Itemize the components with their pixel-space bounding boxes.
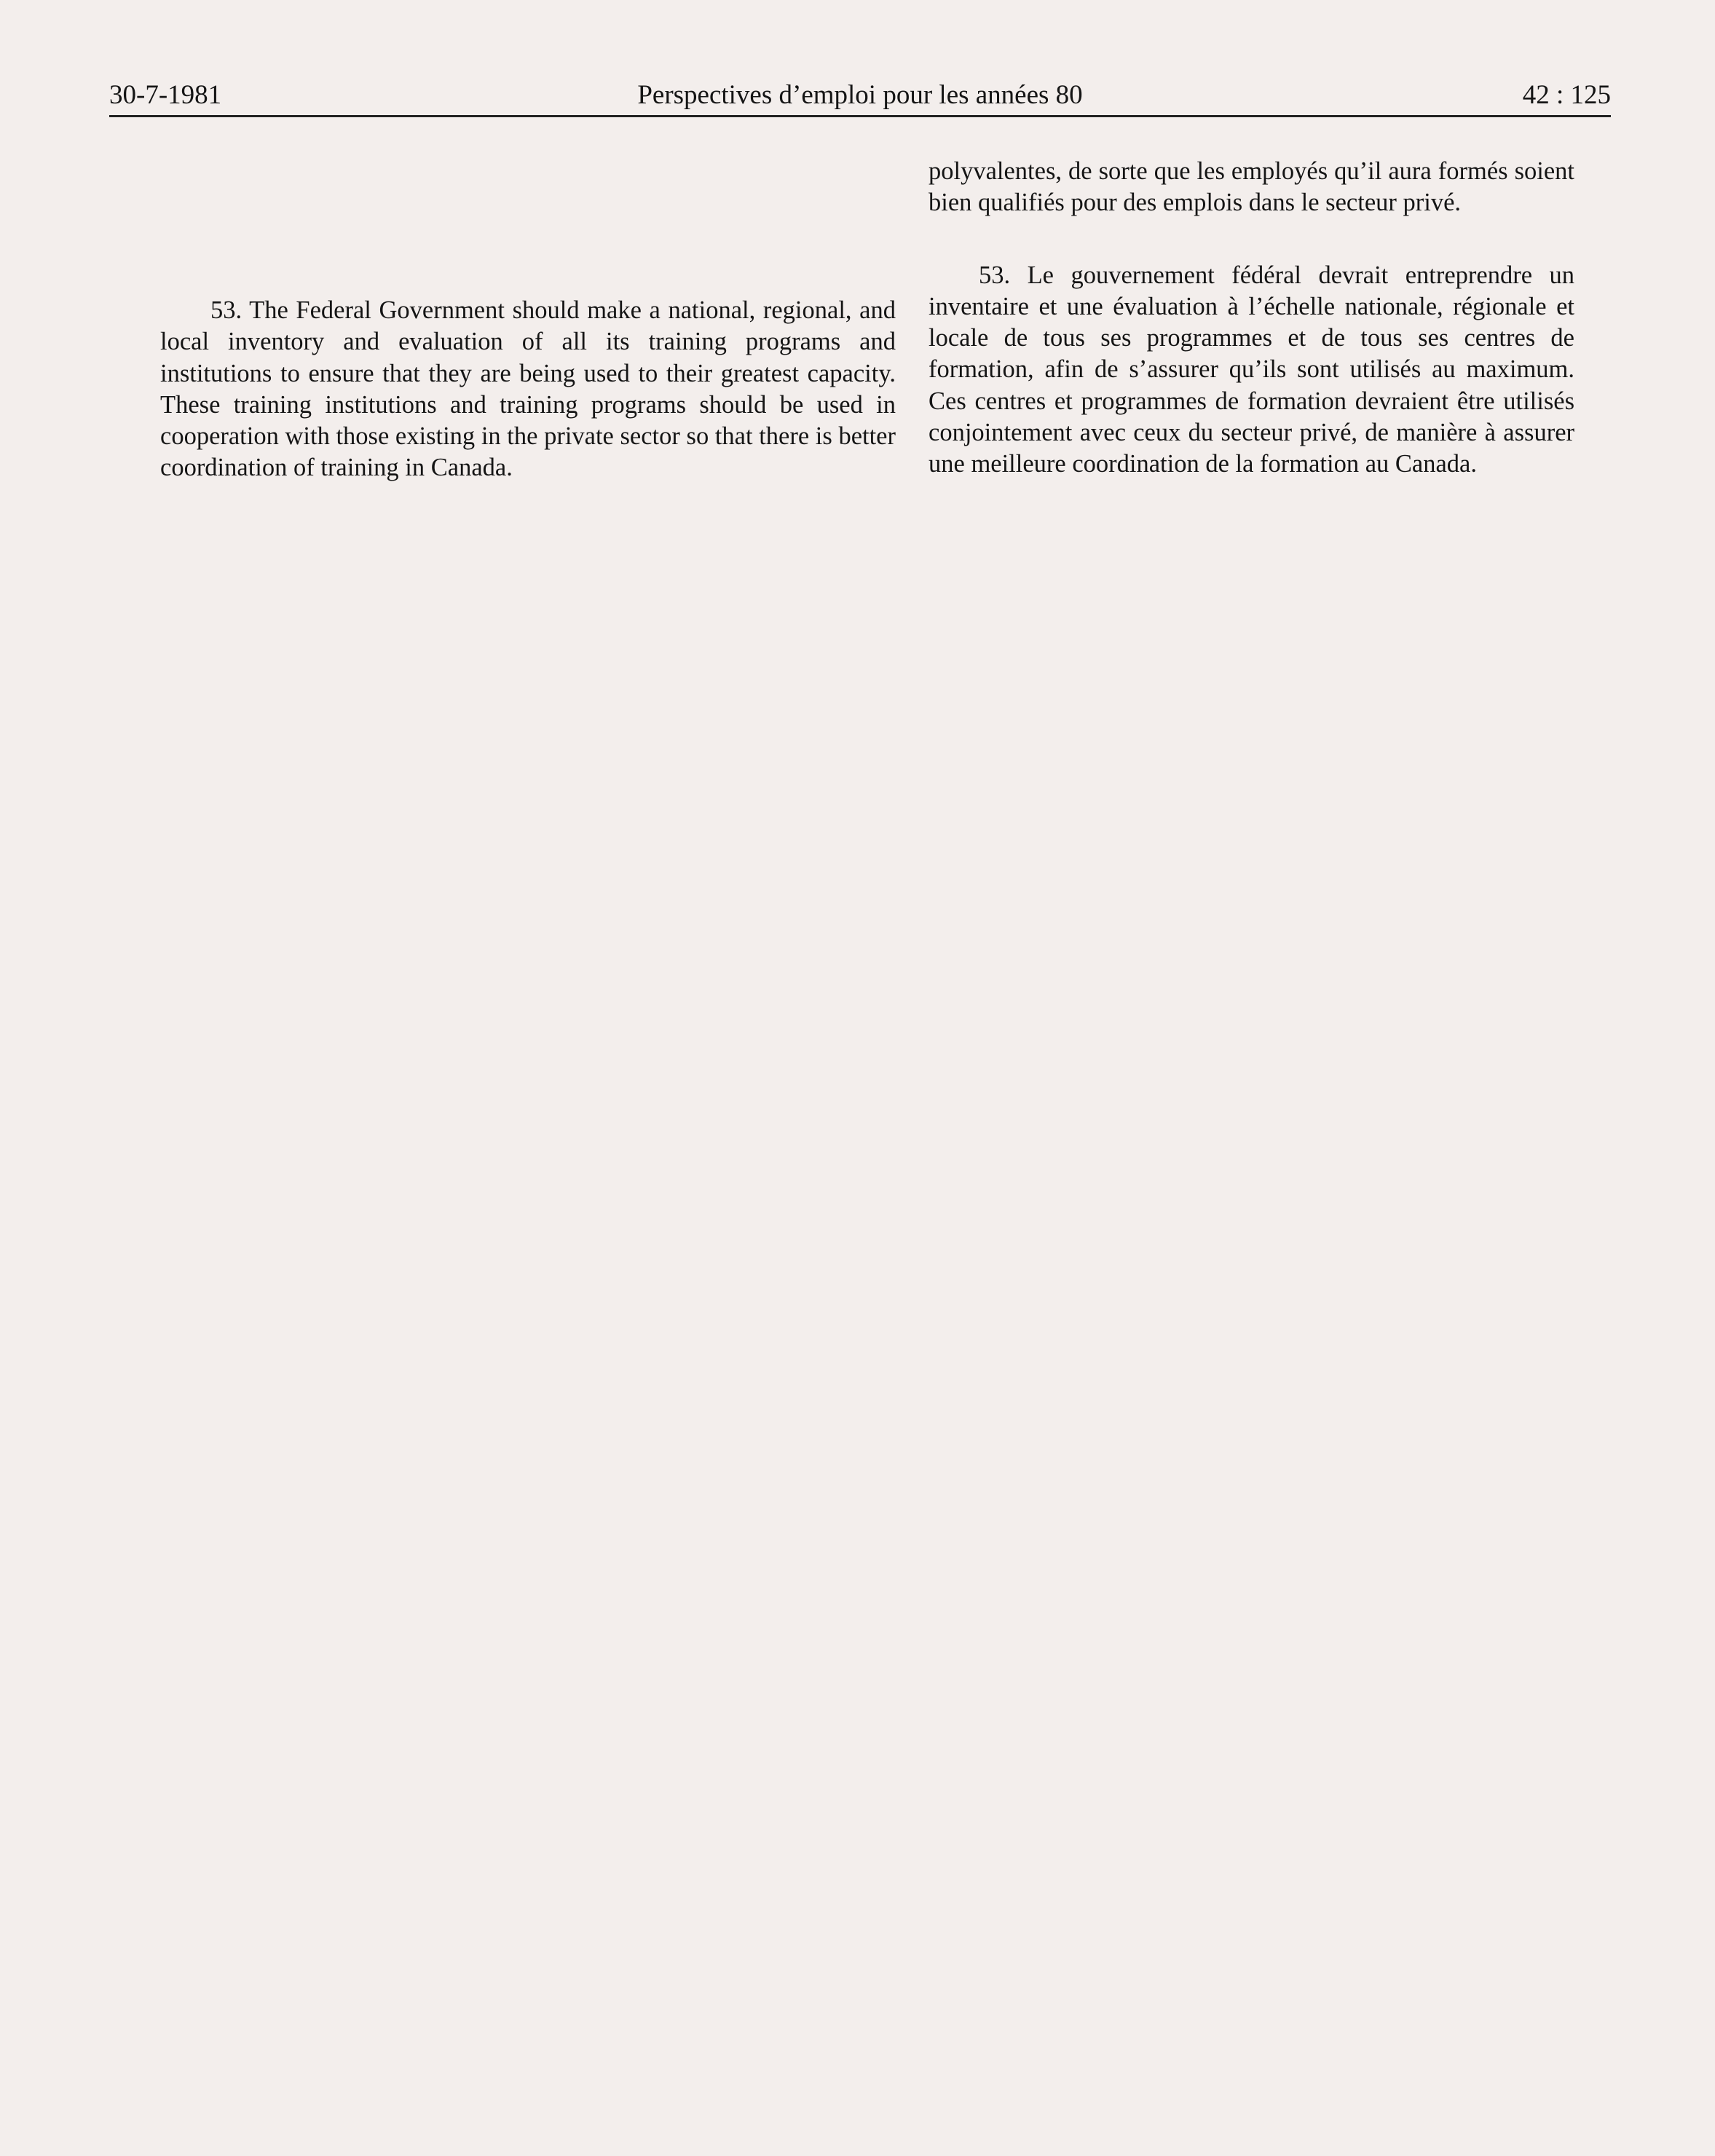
french-continuation-paragraph: polyvalentes, de sorte que les employés qu’il aura formés soient bien qualifiés pour des emplois dans le secteur privé. xyxy=(929,157,1574,217)
header-rule xyxy=(109,115,1611,117)
french-paragraph-53: 53. Le gouvernement fédéral devrait entreprendre un inventaire et une évaluation à l’échelle nationale, régionale et locale de tous ses programmes et de tous ses centres de formation, afin de s’assurer qu’ils sont utilisés au maximum. Ces centres et programmes de formation devraient être utilisés conjointement avec ceux du secteur privé, de manière à assurer une meilleure coordination de la formation au Canada. xyxy=(929,261,1574,478)
header-page-number: 42 : 125 xyxy=(1522,80,1611,110)
header-title: Perspectives d’emploi pour les années 80 xyxy=(637,80,1083,110)
english-column xyxy=(160,295,896,484)
english-paragraph-53: 53. The Federal Government should make a national, regional, and local inventory and evaluation of all its training programs and institutions to ensure that they are being used to their greatest capacity. These training institutions and training programs should be used in cooperation with those existing in the private sector so that there is better coordination of training in Canada. xyxy=(160,296,896,482)
page-header xyxy=(109,70,1611,121)
header-date: 30-7-1981 xyxy=(109,80,222,110)
french-column xyxy=(929,156,1574,481)
